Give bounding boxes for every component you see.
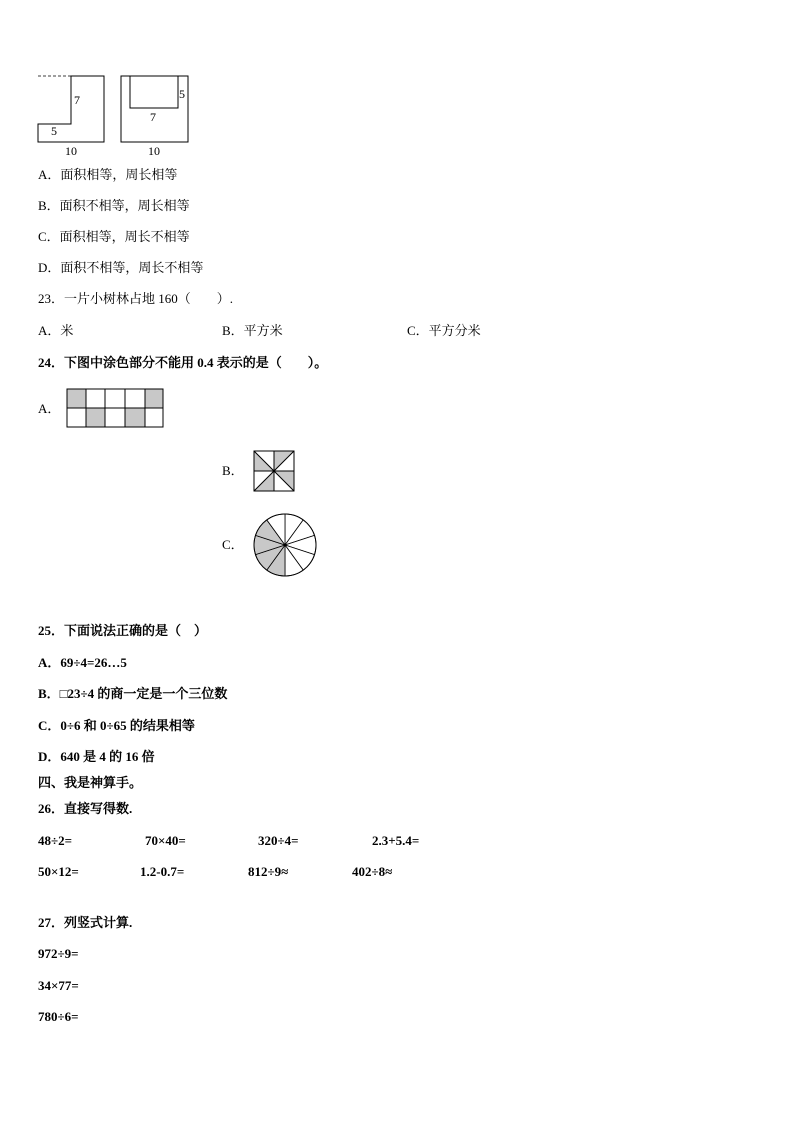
section-heading: 四、我是神算手。 bbox=[38, 775, 143, 790]
q26-item: 402÷8≈ bbox=[352, 864, 393, 879]
q24-label-a: A． bbox=[38, 401, 61, 416]
q26-item: 320÷4= bbox=[258, 833, 299, 848]
q26-item: 50×12= bbox=[38, 864, 79, 879]
fig2-label-5: 5 bbox=[179, 87, 185, 101]
q23-stem: 23．一片小树林占地 160（ ）. bbox=[38, 291, 234, 306]
q25-option-d: D．640 是 4 的 16 倍 bbox=[38, 749, 155, 764]
q23-option-c: C．平方分米 bbox=[407, 323, 481, 338]
q26-item: 2.3+5.4= bbox=[372, 833, 420, 848]
fig2-label-10: 10 bbox=[148, 144, 160, 158]
q23-option-a: A．米 bbox=[38, 323, 74, 338]
q24-label-c: C． bbox=[222, 537, 244, 552]
q27-item: 972÷9= bbox=[38, 946, 79, 961]
q25-stem: 25．下面说法正确的是（ ） bbox=[38, 623, 208, 638]
q27-item: 34×77= bbox=[38, 978, 79, 993]
q26-item: 70×40= bbox=[145, 833, 186, 848]
q26-item: 812÷9≈ bbox=[248, 864, 289, 879]
q23-option-b: B．平方米 bbox=[222, 323, 283, 338]
q26-item: 48÷2= bbox=[38, 833, 73, 848]
fig1-label-5: 5 bbox=[51, 124, 57, 138]
q22-option-b: B．面积不相等，周长相等 bbox=[38, 198, 190, 213]
fig1-label-7: 7 bbox=[74, 93, 80, 107]
q22-option-a: A．面积相等，周长相等 bbox=[38, 167, 178, 182]
q24-stem: 24．下图中涂色部分不能用 0.4 表示的是（ ）。 bbox=[38, 355, 328, 370]
q26-stem: 26．直接写得数. bbox=[38, 801, 133, 816]
q24-label-b: B． bbox=[222, 463, 244, 478]
q25-option-b: B．□23÷4 的商一定是一个三位数 bbox=[38, 686, 228, 701]
q26-item: 1.2-0.7= bbox=[140, 864, 185, 879]
q22-option-c: C．面积相等，周长不相等 bbox=[38, 229, 190, 244]
q27-item: 780÷6= bbox=[38, 1009, 79, 1024]
fig2-label-7: 7 bbox=[150, 110, 156, 124]
q25-option-a: A．69÷4=26…5 bbox=[38, 655, 127, 670]
fig1-label-10: 10 bbox=[65, 144, 77, 158]
q22-option-d: D．面积不相等，周长不相等 bbox=[38, 260, 204, 275]
q27-stem: 27．列竖式计算. bbox=[38, 915, 133, 930]
q25-option-c: C．0÷6 和 0÷65 的结果相等 bbox=[38, 718, 195, 733]
